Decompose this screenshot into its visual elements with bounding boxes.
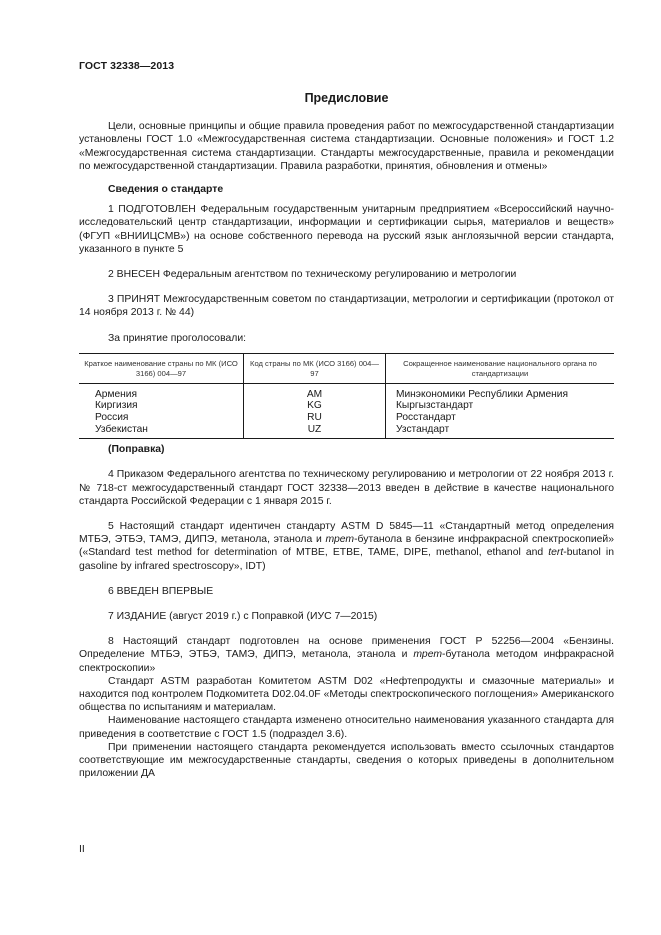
item-2-introduced: 2 ВНЕСЕН Федеральным агентством по техническому регулированию и метрологии: [108, 269, 517, 281]
item-5-identical: [79, 520, 614, 573]
table-header-row: [79, 353, 614, 383]
item-5-text-b: -бутанола в бензине инфракрасной спектроскопией» («Standard test method for determination of MTBE, ETBE, TAME, DIPE, methanol, ethanol and: [79, 534, 614, 559]
voted-label: За принятие проголосовали:: [108, 332, 247, 344]
page-number: II: [79, 844, 85, 855]
reference-standards-paragraph: При применении настоящего стандарта рекомендуется использовать вместо ссылочных стандартов соответствующие им межгосударственные стандарты, сведения о которых приведены в дополнительном приложении ДА: [79, 741, 614, 780]
item-8-text-b: -бутанола методом инфракрасной спектроскопии»: [79, 649, 614, 674]
table-row: [79, 412, 614, 424]
item-4-order: 4 Приказом Федерального агентства по техническому регулированию и метрологии от 22 ноября 2013 г. № 718-ст межгосударственный стандарт ГОСТ 32338—2013 введен в действие в качестве национального стандарта Российской Федерации с 1 января 2015 г.: [79, 469, 614, 507]
country-name: Россия: [95, 412, 129, 424]
country-name: Узбекистан: [79, 424, 244, 439]
country-code: AM: [244, 383, 386, 400]
item-8-text-a: 8 Настоящий стандарт подготовлен на основе применения ГОСТ Р 52256—2004 «Бензины. Определение МТБЭ, ЭТБЭ, ТАМЭ, ДИПЭ, метанола, этанола и: [79, 636, 614, 661]
item-6-first-introduced: 6 ВВЕДЕН ВПЕРВЫЕ: [108, 585, 214, 597]
country-name: Армения: [95, 388, 137, 400]
intro-paragraph: Цели, основные принципы и общие правила проведения работ по межгосударственной стандартизации установлены ГОСТ 1.0 «Межгосударственная система стандартизации. Основные положения» и ГОСТ 1.2 «Межгосударственная система стандартизации. Стандарты межгосударственные, правила и рекомендации по межгосударственной стандартизации. Правила разработки, принятия, обновления и отмены»: [79, 121, 614, 172]
country-code: RU: [244, 412, 386, 424]
item-5-italic-tret: трет: [325, 534, 355, 546]
header-country-name: Краткое наименование страны по МК (ИСО 3166) 004—97: [79, 353, 244, 383]
table-row: [79, 400, 614, 412]
item-8-based-on: [79, 635, 614, 675]
item-5-text-c: -butanol in gasoline by infrared spectroscopy», IDT): [79, 547, 614, 572]
table-row: [79, 424, 614, 439]
standard-code: ГОСТ 32338—2013: [79, 60, 175, 72]
item-8-italic-tret: трет: [413, 649, 443, 661]
header-country-code: Код страны по МК (ИСО 3166) 004—97: [244, 353, 386, 383]
item-5-italic-tert: tert: [548, 547, 564, 559]
name-change-paragraph: Наименование настоящего стандарта изменено относительно наименования указанного стандарта для приведения в соответствие с ГОСТ 1.5 (подраздел 3.6).: [79, 715, 614, 740]
header-standard-body: Сокращенное наименование национального органа по стандартизации: [386, 353, 615, 383]
country-code: KG: [244, 400, 386, 412]
standard-body: Росстандарт: [386, 412, 615, 424]
astm-committee-paragraph: Стандарт ASTM разработан Комитетом ASTM D02 «Нефтепродукты и смазочные материалы» и находится под контролем Подкомитета D02.04.0F «Методы спектроскопического поглощения» Американского общества по испытаниям и материалам.: [79, 675, 614, 714]
section-title: Предисловие: [304, 91, 389, 105]
standard-body: Минэкономики Республики Армения: [386, 383, 615, 400]
country-code: UZ: [244, 424, 386, 439]
item-3-adopted: 3 ПРИНЯТ Межгосударственным советом по стандартизации, метрологии и сертификации (протокол от 14 ноября 2013 г. № 44): [79, 294, 614, 319]
amendment-note: (Поправка): [108, 444, 165, 456]
item-7-edition: 7 ИЗДАНИЕ (август 2019 г.) с Поправкой (ИУС 7—2015): [108, 611, 378, 623]
subsection-heading: Сведения о стандарте: [108, 184, 224, 196]
item-5-text-a: 5 Настоящий стандарт идентичен стандарту ASTM D 5845—11 «Стандартный метод определения МТБЭ, ЭТБЭ, ТАМЭ, ДИПЭ, метанола, этанола и: [79, 521, 614, 546]
standard-body: Узстандарт: [386, 424, 615, 439]
voting-table: [79, 353, 614, 439]
page-content: [79, 88, 614, 780]
standard-body: Кыргызстандарт: [386, 400, 615, 412]
country-name: Киргизия: [95, 400, 138, 412]
item-1-prepared: 1 ПОДГОТОВЛЕН Федеральным государственным унитарным предприятием «Всероссийский научно-исследовательский центр стандартизации, информации и сертификации сырья, материалов и веществ» (ФГУП «ВНИИЦСМВ») на основе собственного перевода на русский язык англоязычной версии стандарта, указанного в пункте 5: [79, 204, 614, 255]
table-row: [79, 383, 614, 400]
